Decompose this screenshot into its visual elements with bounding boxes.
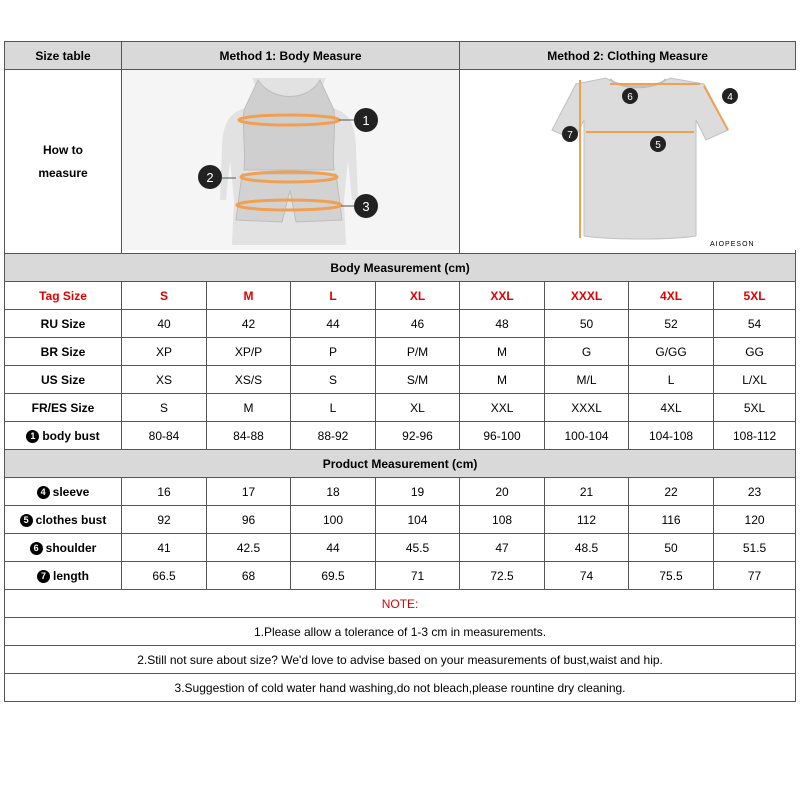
how-to-line2: measure	[38, 165, 88, 180]
method2-title: Method 2: Clothing Measure	[460, 42, 796, 70]
cell: 96-100	[460, 422, 545, 450]
cell: 22	[629, 478, 714, 506]
clothing-measure-illustration	[460, 70, 796, 254]
svg-text:3: 3	[362, 199, 370, 214]
body-measurement-title: Body Measurement (cm)	[5, 254, 796, 282]
note-title-row	[5, 590, 796, 618]
ru-size-row	[5, 310, 796, 338]
cell: 75.5	[629, 562, 714, 590]
cell: 104	[376, 506, 460, 534]
cell: 4XL	[629, 394, 714, 422]
cell: XXL	[460, 282, 545, 310]
product-measurement-title: Product Measurement (cm)	[5, 450, 796, 478]
cell: S	[122, 282, 207, 310]
br-size-row	[5, 338, 796, 366]
body-figure-image	[122, 70, 459, 250]
marker-icon: 7	[37, 570, 50, 583]
cell: 50	[545, 310, 629, 338]
cell: M	[460, 338, 545, 366]
cell: 41	[122, 534, 207, 562]
size-table	[4, 41, 796, 702]
cell: 92	[122, 506, 207, 534]
cell: 120	[714, 506, 796, 534]
svg-text:7: 7	[567, 130, 573, 141]
note-line-1	[5, 618, 796, 646]
cell: L	[629, 366, 714, 394]
svg-text:4: 4	[727, 92, 733, 103]
cell: 108	[460, 506, 545, 534]
body-marker-3	[354, 194, 378, 218]
cell: 19	[376, 478, 460, 506]
cell: M	[207, 282, 291, 310]
cell: 84-88	[207, 422, 291, 450]
cell: L	[291, 394, 376, 422]
row-label: Tag Size	[5, 282, 122, 310]
cell: S	[122, 394, 207, 422]
cell: 54	[714, 310, 796, 338]
cell: 77	[714, 562, 796, 590]
cell: 44	[291, 310, 376, 338]
cloth-marker-7	[562, 126, 578, 142]
cell: G/GG	[629, 338, 714, 366]
cell: 48.5	[545, 534, 629, 562]
svg-text:2: 2	[206, 170, 214, 185]
cell: 88-92	[291, 422, 376, 450]
row-label	[5, 562, 122, 590]
cloth-marker-5	[650, 136, 666, 152]
cell: M	[207, 394, 291, 422]
cell: P/M	[376, 338, 460, 366]
cell: 50	[629, 534, 714, 562]
cell: XP	[122, 338, 207, 366]
cell: 40	[122, 310, 207, 338]
sleeve-row	[5, 478, 796, 506]
cell: 66.5	[122, 562, 207, 590]
note-text: 2.Still not sure about size? We'd love to advise based on your measurements of bust,waist and hip.	[5, 646, 796, 674]
cell: 47	[460, 534, 545, 562]
cell: 46	[376, 310, 460, 338]
cell: 5XL	[714, 394, 796, 422]
row-label-text: shoulder	[45, 540, 97, 555]
body-marker-2	[198, 165, 222, 189]
cell: 45.5	[376, 534, 460, 562]
cell: S	[291, 366, 376, 394]
cell: 51.5	[714, 534, 796, 562]
row-label: BR Size	[5, 338, 122, 366]
tag-size-row	[5, 282, 796, 310]
clothes-bust-row	[5, 506, 796, 534]
how-to-row	[5, 70, 796, 254]
note-text: 3.Suggestion of cold water hand washing,do not bleach,please rountine dry cleaning.	[5, 674, 796, 702]
cell: 100-104	[545, 422, 629, 450]
svg-text:5: 5	[655, 140, 661, 151]
cell: 52	[629, 310, 714, 338]
fr-es-size-row	[5, 394, 796, 422]
cell: 4XL	[629, 282, 714, 310]
row-label	[5, 478, 122, 506]
cell: GG	[714, 338, 796, 366]
cell: S/M	[376, 366, 460, 394]
body-marker-1	[354, 108, 378, 132]
cell: 100	[291, 506, 376, 534]
cell: 5XL	[714, 282, 796, 310]
cell: XXXL	[545, 394, 629, 422]
cell: 116	[629, 506, 714, 534]
cell: 69.5	[291, 562, 376, 590]
product-measurement-header	[5, 450, 796, 478]
row-label-text: clothes bust	[35, 512, 107, 527]
note-line-3	[5, 674, 796, 702]
cell: P	[291, 338, 376, 366]
method1-title: Method 1: Body Measure	[122, 42, 460, 70]
cell: 42.5	[207, 534, 291, 562]
marker-icon: 5	[20, 514, 33, 527]
row-label: FR/ES Size	[5, 394, 122, 422]
brand-label: AIOPESON	[710, 241, 755, 248]
cell: XP/P	[207, 338, 291, 366]
cell: 72.5	[460, 562, 545, 590]
cell: 44	[291, 534, 376, 562]
cell: 16	[122, 478, 207, 506]
cloth-marker-6	[622, 88, 638, 104]
tshirt-image	[460, 70, 796, 250]
shoulder-row	[5, 534, 796, 562]
cell: 42	[207, 310, 291, 338]
row-label-text: length	[53, 568, 89, 583]
header-row	[5, 42, 796, 70]
cell: XXXL	[545, 282, 629, 310]
cell: G	[545, 338, 629, 366]
cell: XXL	[460, 394, 545, 422]
row-label	[5, 534, 122, 562]
note-line-2	[5, 646, 796, 674]
cell: 20	[460, 478, 545, 506]
row-label-text: body bust	[42, 428, 100, 443]
cell: 71	[376, 562, 460, 590]
cell: 96	[207, 506, 291, 534]
row-label-text: sleeve	[52, 484, 90, 499]
size-chart	[4, 41, 795, 702]
size-table-title: Size table	[5, 42, 122, 70]
cell: M	[460, 366, 545, 394]
cell: XL	[376, 282, 460, 310]
length-row	[5, 562, 796, 590]
cell: XS/S	[207, 366, 291, 394]
row-label	[5, 506, 122, 534]
cell: 68	[207, 562, 291, 590]
svg-text:1: 1	[362, 113, 370, 128]
marker-icon: 1	[26, 430, 39, 443]
cell: 48	[460, 310, 545, 338]
cell: 104-108	[629, 422, 714, 450]
cell: 18	[291, 478, 376, 506]
cell: 108-112	[714, 422, 796, 450]
cell: 21	[545, 478, 629, 506]
svg-text:6: 6	[627, 92, 633, 103]
cell: XL	[376, 394, 460, 422]
cell: 23	[714, 478, 796, 506]
cell: L/XL	[714, 366, 796, 394]
cell: M/L	[545, 366, 629, 394]
cell: 80-84	[122, 422, 207, 450]
cell: XS	[122, 366, 207, 394]
body-measurement-header	[5, 254, 796, 282]
how-to-measure-label	[5, 70, 122, 254]
cell: 112	[545, 506, 629, 534]
cell: L	[291, 282, 376, 310]
cell: 17	[207, 478, 291, 506]
body-bust-row	[5, 422, 796, 450]
cloth-marker-4	[722, 88, 738, 104]
note-title: NOTE:	[5, 590, 796, 618]
row-label: RU Size	[5, 310, 122, 338]
cell: 92-96	[376, 422, 460, 450]
marker-icon: 6	[30, 542, 43, 555]
marker-icon: 4	[37, 486, 50, 499]
us-size-row	[5, 366, 796, 394]
how-to-line1: How to	[43, 142, 83, 157]
row-label: US Size	[5, 366, 122, 394]
note-text: 1.Please allow a tolerance of 1-3 cm in measurements.	[5, 618, 796, 646]
row-label	[5, 422, 122, 450]
cell: 74	[545, 562, 629, 590]
body-measure-illustration	[122, 70, 460, 254]
